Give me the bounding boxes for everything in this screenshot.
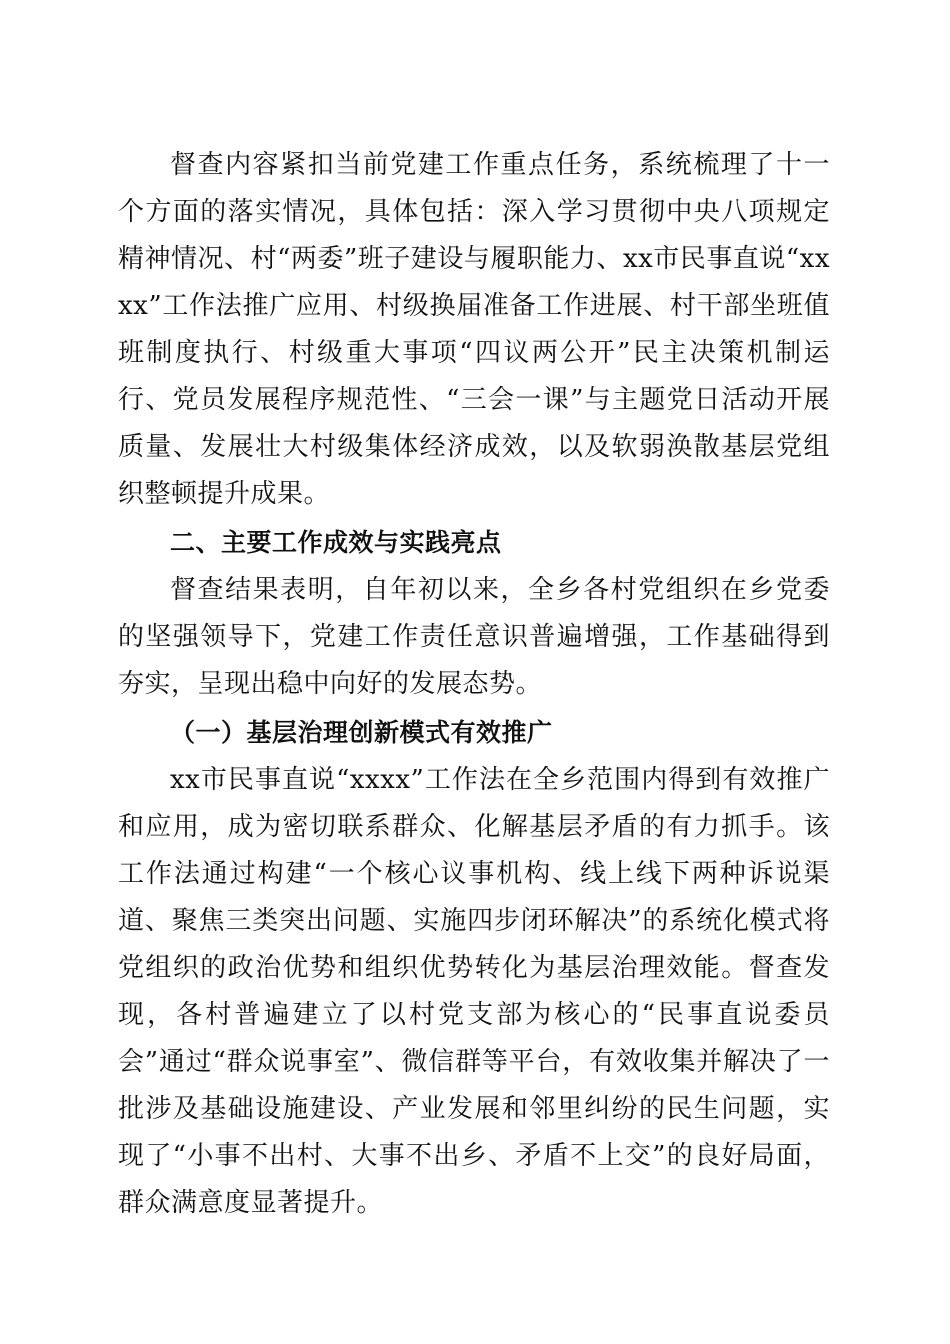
document-page [118, 142, 830, 1227]
section-heading: 二、主要工作成效与实践亮点 [170, 528, 502, 557]
paragraph-results: 督查结果表明，自年初以来，全乡各村党组织在乡党委的坚强领导下，党建工作责任意识普遍增强，工作基础得到夯实，呈现出稳中向好的发展态势。 [118, 575, 830, 699]
paragraph-governance: xx市民事直说“xxxx”工作法在全乡范围内得到有效推广和应用，成为密切联系群众、化解基层矛盾的有力抓手。该工作法通过构建“一个核心议事机构、线上线下两种诉说渠道、聚焦三类突出问题、实施四步闭环解决”的系统化模式将党组织的政治优势和组织优势转化为基层治理效能。督查发现，各村普遍建立了以村党支部为核心的“民事直说委员会”通过“群众说事室”、微信群等平台，有效收集并解决了一批涉及基础设施建设、产业发展和邻里纠纷的民生问题，实现了“小事不出村、大事不出乡、矛盾不上交”的良好局面，群众满意度显著提升。 [118, 765, 830, 1218]
paragraph-scope: 督查内容紧扣当前党建工作重点任务，系统梳理了十一个方面的落实情况，具体包括：深入学习贯彻中央八项规定精神情况、村“两委”班子建设与履职能力、xx市民事直说“xxxx”工作法推广应用、村级换届准备工作进展、村干部坐班值班制度执行、村级重大事项“四议两公开”民主决策机制运行、党员发展程序规范性、“三会一课”与主题党日活动开展质量、发展壮大村级集体经济成效，以及软弱涣散基层党组织整顿提升成果。 [118, 150, 830, 509]
subsection-heading: （一）基层治理创新模式有效推广 [170, 718, 553, 747]
